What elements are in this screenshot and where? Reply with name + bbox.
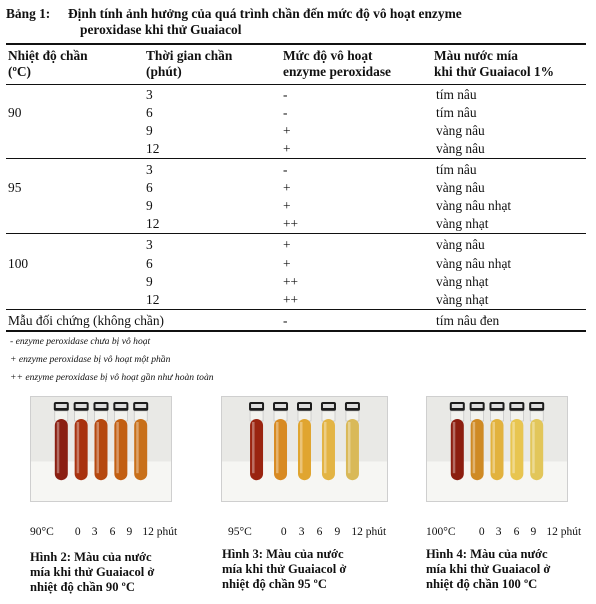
tube-highlight [348, 422, 351, 473]
temp-label: 90°C [30, 526, 54, 538]
color-cell: vàng nâu [436, 123, 485, 138]
table-caption-label: Bảng 1: [6, 6, 51, 21]
group-divider-100 [6, 309, 586, 310]
color-cell: tím nâu [436, 87, 477, 102]
tube-label [511, 404, 522, 408]
note-plus: + enzyme peroxidase bị vô hoạt một phần [10, 354, 171, 365]
color-cell: vàng nâu [436, 141, 485, 156]
temp-label: 95°C [228, 526, 252, 538]
tube-highlight [300, 422, 303, 473]
time-cell: 9 [146, 198, 153, 213]
tube-label [347, 404, 358, 408]
time-cell: 3 [146, 87, 153, 102]
tube-liquid [491, 419, 504, 480]
time-cell: 6 [146, 256, 153, 271]
tube-label [96, 404, 107, 408]
table-caption-line2: peroxidase khi thử Guaiacol [80, 22, 242, 37]
time-cell: 3 [146, 162, 153, 177]
tube-highlight [453, 422, 456, 473]
color-cell: tím nâu [436, 162, 477, 177]
header-time: Thời gian chần (phút) [146, 48, 233, 79]
tube-highlight [57, 422, 60, 473]
tube-label [299, 404, 310, 408]
figure-caption-3: Hình 3: Màu của nước mía khi thử Guaiacol ở nhiệt độ chần 95 ºC [222, 547, 347, 591]
header-temperature: Nhiệt độ chần (ºC) [8, 48, 88, 79]
table-notes [10, 336, 214, 384]
tube-liquid [451, 419, 464, 480]
figure-photo-90 [30, 396, 172, 502]
tube-label [492, 404, 503, 408]
figure-ticks-100: 100°C 0 3 6 9 12 phút [426, 526, 582, 538]
figure-photo-95 [221, 396, 388, 502]
time-cell: 3 [146, 237, 153, 252]
level-cell: ++ [283, 216, 299, 231]
level-cell: ++ [283, 292, 299, 307]
control-color: tím nâu đen [436, 313, 500, 328]
time-cell: 12 [146, 141, 160, 156]
time-cell: 12 [146, 292, 160, 307]
figure-photo-100 [426, 396, 568, 502]
tube-label [472, 404, 483, 408]
temperature-95: 95 [8, 180, 22, 195]
test-tube [94, 402, 109, 480]
group-divider-90 [6, 158, 586, 159]
tube-label [76, 404, 87, 408]
test-tube [273, 402, 288, 480]
time-cell: 9 [146, 123, 153, 138]
test-tube [133, 402, 148, 480]
tube-liquid [134, 419, 147, 480]
tube-label [531, 404, 542, 408]
color-cell: vàng nâu [436, 180, 485, 195]
control-level: - [283, 313, 288, 328]
tube-highlight [324, 422, 327, 473]
time-cell: 12 [146, 216, 160, 231]
temperature-90: 90 [8, 105, 22, 120]
control-label: Mẫu đối chứng (không chần) [8, 313, 165, 328]
header-bottom-rule [6, 84, 586, 85]
note-minus: - enzyme peroxidase chưa bị vô hoạt [10, 336, 151, 347]
test-tube [54, 402, 69, 480]
level-cell: + [283, 198, 291, 213]
tube-label [275, 404, 286, 408]
tube-highlight [493, 422, 496, 473]
temperature-100: 100 [8, 256, 29, 271]
level-cell: + [283, 256, 291, 271]
group-divider-95 [6, 233, 586, 234]
time-cell: 6 [146, 105, 153, 120]
table-bottom-rule [6, 330, 586, 332]
test-tube [297, 402, 312, 480]
level-cell: - [283, 162, 288, 177]
level-cell: + [283, 237, 291, 252]
test-tube [345, 402, 360, 480]
tube-liquid [530, 419, 543, 480]
level-cell: + [283, 180, 291, 195]
tube-liquid [346, 419, 359, 480]
color-cell: vàng nâu nhạt [436, 256, 512, 271]
tube-liquid [95, 419, 108, 480]
time-cell: 6 [146, 180, 153, 195]
tube-highlight [473, 422, 476, 473]
tube-label [56, 404, 67, 408]
tube-liquid [471, 419, 484, 480]
tube-highlight [97, 422, 100, 473]
tube-label [135, 404, 146, 408]
tube-label [452, 404, 463, 408]
test-tube [450, 402, 465, 480]
test-tube [529, 402, 544, 480]
tube-highlight [512, 422, 515, 473]
color-cell: vàng nâu nhạt [436, 198, 512, 213]
table-caption [6, 6, 592, 38]
tube-highlight [252, 422, 255, 473]
test-tube [74, 402, 89, 480]
color-cell: vàng nhạt [436, 274, 489, 289]
level-cell: + [283, 123, 291, 138]
tube-liquid [250, 419, 263, 480]
note-double-plus: ++ enzyme peroxidase bị vô hoạt gần như hoàn toàn [10, 372, 214, 383]
time-cell: 9 [146, 274, 153, 289]
level-cell: - [283, 105, 288, 120]
tube-highlight [136, 422, 139, 473]
test-tube [113, 402, 128, 480]
level-cell: + [283, 141, 291, 156]
temp-label: 100°C [426, 526, 456, 538]
color-cell: vàng nâu [436, 237, 485, 252]
header-juice-color: Màu nước mía khi thử Guaiacol 1% [434, 48, 555, 79]
test-tube [249, 402, 264, 480]
table-top-rule [6, 43, 586, 45]
tube-liquid [75, 419, 88, 480]
tube-label [115, 404, 126, 408]
test-tube [490, 402, 505, 480]
tube-highlight [116, 422, 119, 473]
figure-caption-4: Hình 4: Màu của nước mía khi thử Guaiacol ở nhiệt độ chần 100 ºC [426, 547, 551, 591]
test-tube [470, 402, 485, 480]
color-cell: vàng nhạt [436, 292, 489, 307]
level-cell: - [283, 87, 288, 102]
color-cell: tím nâu [436, 105, 477, 120]
tube-highlight [532, 422, 535, 473]
figure-ticks-90: 90°C 0 3 6 9 12 phút [30, 526, 178, 538]
tube-liquid [274, 419, 287, 480]
header-inactivation: Mức độ vô hoạt enzyme peroxidase [283, 48, 391, 79]
tube-label [323, 404, 334, 408]
tube-label [251, 404, 262, 408]
tube-liquid [55, 419, 68, 480]
tube-liquid [322, 419, 335, 480]
tube-liquid [114, 419, 127, 480]
level-cell: ++ [283, 274, 299, 289]
test-tube [321, 402, 336, 480]
figure-ticks-95: 95°C 0 3 6 9 12 phút [228, 526, 387, 538]
color-cell: vàng nhạt [436, 216, 489, 231]
tube-highlight [77, 422, 80, 473]
tube-highlight [276, 422, 279, 473]
tube-liquid [298, 419, 311, 480]
test-tube [509, 402, 524, 480]
table-caption-line1: Định tính ảnh hưởng của quá trình chần đến mức độ vô hoạt enzyme [68, 6, 462, 21]
tube-liquid [510, 419, 523, 480]
figure-caption-2: Hình 2: Màu của nước mía khi thử Guaiacol ở nhiệt độ chần 90 ºC [30, 550, 155, 594]
